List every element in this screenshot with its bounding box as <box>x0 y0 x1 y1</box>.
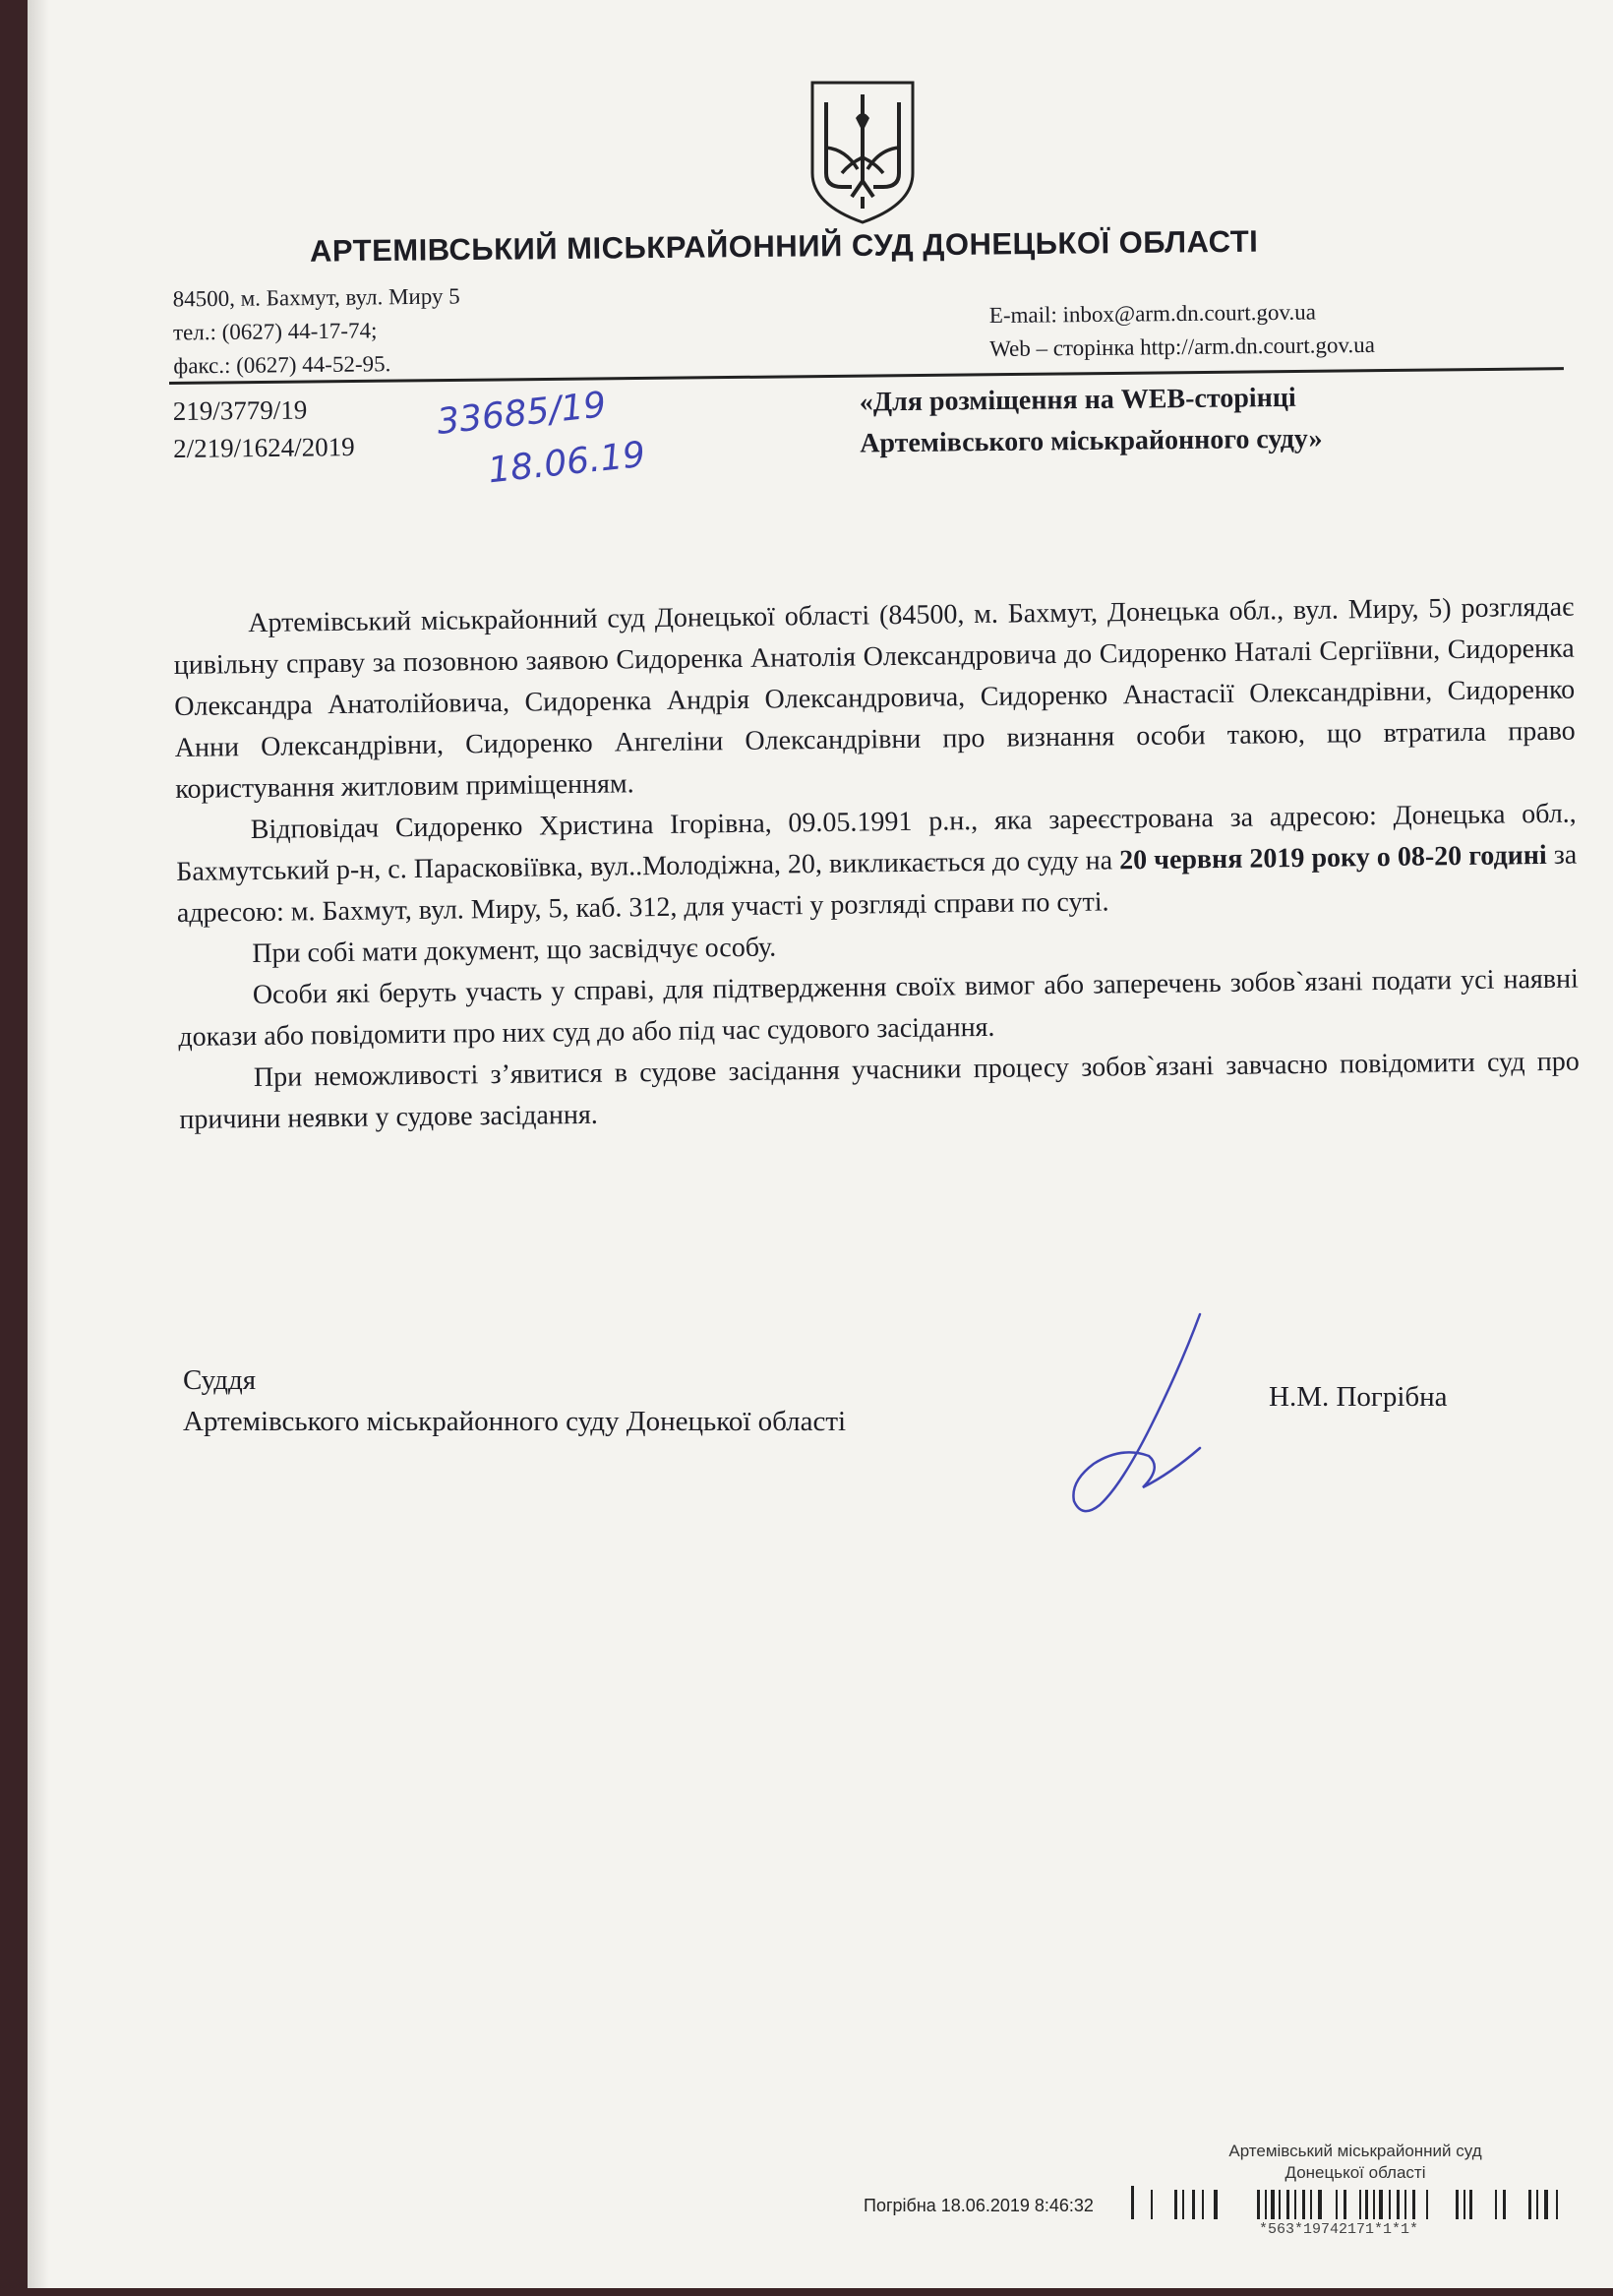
notice-body <box>173 587 1581 1141</box>
case-references <box>173 391 355 467</box>
registration-stamp-court <box>1208 2141 1503 2184</box>
court-phone: тел.: (0627) 44-17-74; <box>172 318 378 345</box>
hearing-datetime: 20 червня 2019 року о 08-20 годині <box>1118 839 1547 876</box>
stamp-court-line1: Артемівський міськрайонний суд <box>1228 2142 1482 2160</box>
stamp-court-line2: Донецької області <box>1284 2163 1426 2182</box>
court-online-contacts <box>989 295 1375 366</box>
web-note-line2: Артемівського міськрайонного суду» <box>860 423 1323 459</box>
barcode-number: *563*19742171*1*1* <box>1259 2221 1419 2238</box>
handwritten-signature <box>1052 1308 1220 1525</box>
paragraph-id-requirement: При собі мати документ, що засвідчує особу. <box>252 932 777 970</box>
judge-court: Артемівського міськрайонного суду Донецької області <box>183 1406 847 1437</box>
court-website: Web – сторінка http://arm.dn.court.gov.ua <box>989 332 1375 362</box>
paragraph-absence: При неможливості з’явитися в судове засідання учасники процесу зобов`язані завчасно повідомити суд про причини неявки у судове засідання. <box>179 1046 1580 1135</box>
court-contacts <box>172 279 460 383</box>
judge-name: Н.М. Погрібна <box>1269 1381 1448 1413</box>
court-title: АРТЕМІВСЬКИЙ МІСЬКРАЙОННИЙ СУД ДОНЕЦЬКОЇ ОБЛАСТІ <box>309 223 1259 269</box>
summons-text-end: за адресою: м. Бахмут, вул. Миру, 5, каб. 312, для участі у розгляді справи по суті. <box>176 839 1578 929</box>
court-email: E-mail: inbox@arm.dn.court.gov.ua <box>988 299 1316 329</box>
paragraph-case-description: Артемівський міськрайонний суд Донецької області (84500, м. Бахмут, Донецька обл., вул. Миру, 5) розглядає цивільну справу за позовною заявою Сидоренка Анатолія Олександровича до Сидоренко Наталі Сергіївни, Сидоренка Олександра Анатолійовича, Сидоренка Андрія Олександровича, Сидоренко Анастасії Олександрівни, Сидоренко Анни Олександрівни, Сидоренко Ангеліни Олександрівни про визнання особи такою, що втратила право користування житловим приміщенням. <box>173 591 1576 805</box>
barcode-icon <box>1131 2186 1585 2219</box>
paragraph-evidence: Особи які беруть участь у справі, для підтвердження своїх вимог або заперечень зобов`язані подати усі наявні докази або повідомити про них суд до або під час судового засідання. <box>178 963 1579 1053</box>
trident-emblem-icon <box>806 79 919 226</box>
court-fax: факс.: (0627) 44-52-95. <box>173 351 391 379</box>
proceeding-number: 2/219/1624/2019 <box>173 432 355 463</box>
page-edge-shadow <box>28 0 49 2288</box>
paragraph-summons <box>176 794 1578 935</box>
web-note-line1: «Для розміщення на WEB-сторінці <box>859 382 1296 418</box>
web-publication-note <box>860 378 1323 465</box>
handwritten-registration-date: 18.06.19 <box>486 434 648 492</box>
case-number: 219/3779/19 <box>172 394 308 426</box>
handwritten-registration-number: 33685/19 <box>435 385 609 443</box>
registration-stamp-user: Погрібна 18.06.2019 8:46:32 <box>864 2196 1094 2215</box>
court-address: 84500, м. Бахмут, вул. Миру 5 <box>172 283 460 312</box>
judge-role: Суддя <box>183 1364 257 1396</box>
judge-block <box>183 1359 846 1442</box>
summons-text-start: Відповідач Сидоренко Христина Ігорівна, 09.05.1991 р.н., яка зареєстрована за адресою: Донецька обл., Бахмутський р-н, с. Парасковіївка, вул..Молодіжна, 20, викликається до суду на <box>176 798 1577 887</box>
